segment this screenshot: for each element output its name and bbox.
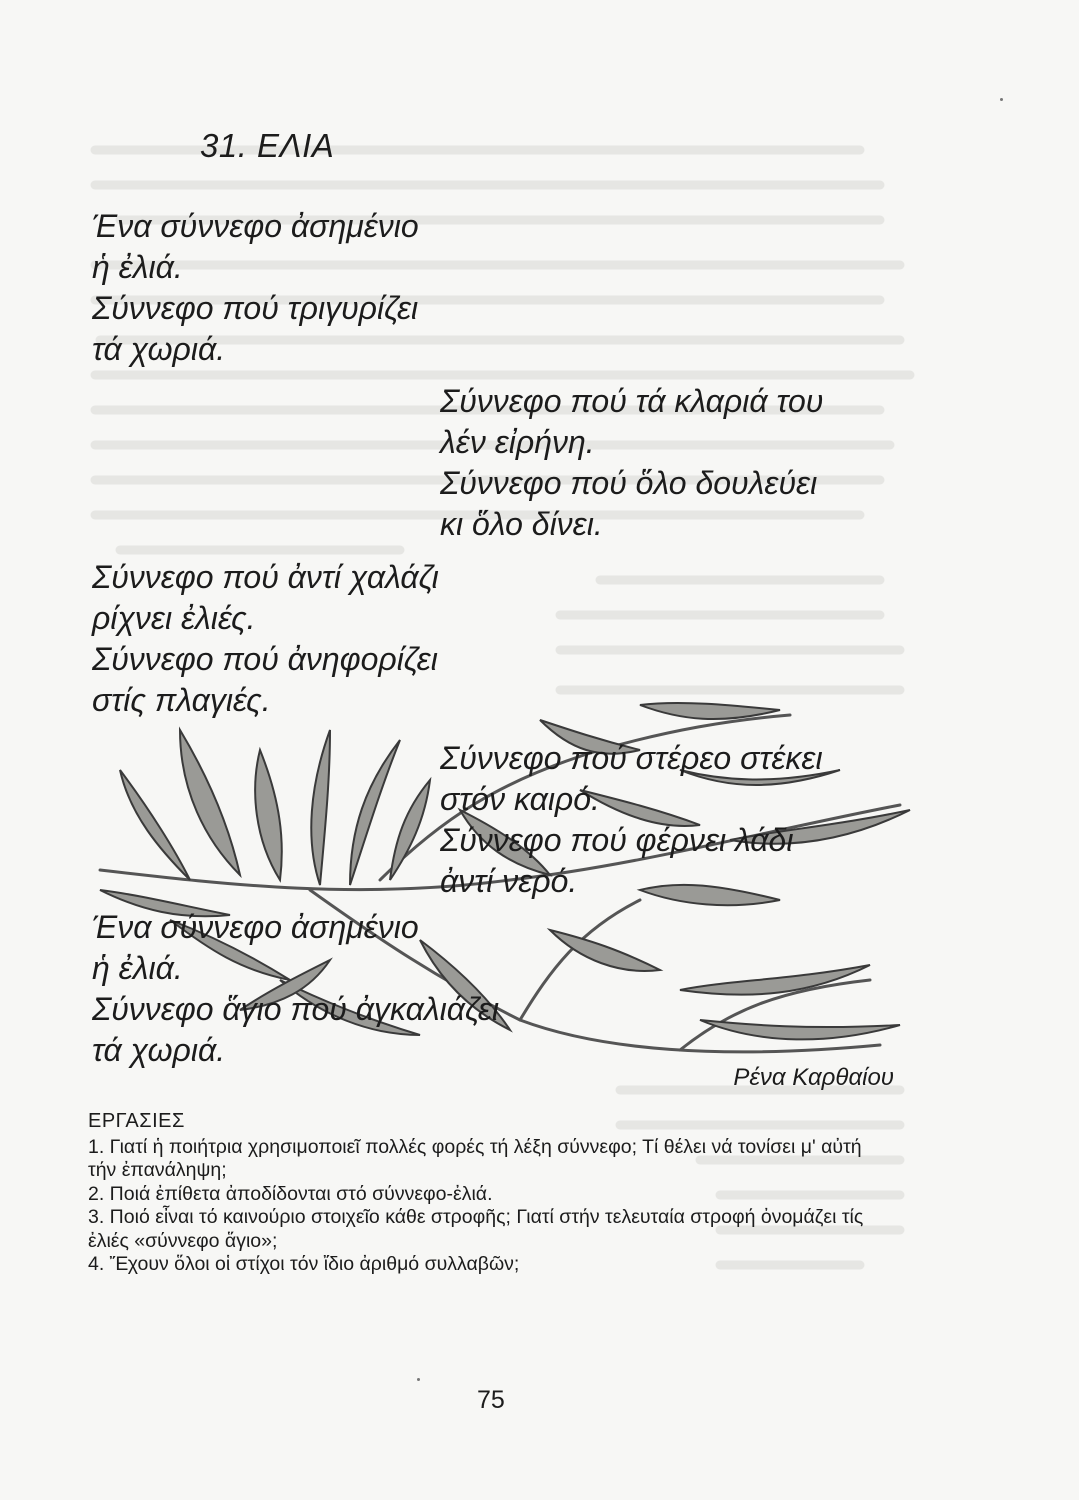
stanza-1 (92, 206, 419, 370)
verse-line: ἡ ἐλιά. (92, 950, 183, 986)
verse-line: Σύννεφο πού τριγυρίζει (92, 290, 419, 326)
exercises-heading: ΕΡΓΑΣΙΕΣ (88, 1110, 185, 1132)
verse-line: Σύννεφο πού ἀντί χαλάζι (92, 559, 439, 595)
verse-line: Σύννεφο πού ἀνηφορίζει (92, 641, 438, 677)
verse-line: Σύννεφο πού φέρνει λάδι (440, 822, 794, 858)
verse-line: Σύννεφο ἅγιο πού ἀγκαλιάζει (92, 991, 499, 1027)
verse-line: Σύννεφο πού στέρεο στέκει (440, 740, 823, 776)
verse-line: κι ὅλο δίνει. (440, 506, 603, 542)
verse-line: Σύννεφο πού ὅλο δουλεύει (440, 465, 818, 501)
verse-line: Ένα σύννεφο ἀσημένιο (92, 208, 419, 244)
exercise-item: 1. Γιατί ἡ ποιήτρια χρησιμοποιεῖ πολλές φορές τή λέξη σύννεφο; Τί θέλει νά τονίσει μ' αὐτή τήν ἐπανάληψη; (88, 1135, 862, 1181)
poem-title: 31. ΕΛΙΑ (200, 127, 335, 164)
page-number: 75 (477, 1386, 505, 1414)
verse-line: λέν εἰρήνη. (440, 424, 595, 460)
speck (1000, 98, 1003, 101)
stanza-3 (92, 557, 439, 721)
verse-line: τά χωριά. (92, 1032, 226, 1068)
verse-line: Ένα σύννεφο ἀσημένιο (92, 909, 419, 945)
verse-line: ἡ ἐλιά. (92, 249, 183, 285)
speck (417, 1378, 420, 1381)
stanza-4 (440, 738, 823, 902)
verse-line: στίς πλαγιές. (92, 682, 271, 718)
verse-line: ἀντί νερό. (440, 863, 578, 899)
verse-line: στόν καιρό. (440, 781, 600, 817)
stanza-2 (440, 381, 823, 545)
exercise-item: 3. Ποιό εἶναι τό καινούριο στοιχεῖο κάθε στροφῆς; Γιατί στήν τελευταία στροφή ὀνομάζει τίς ἐλιές «σύννεφο ἅγιο»; (88, 1206, 864, 1252)
verse-line: τά χωριά. (92, 331, 226, 367)
poem-author: Ρένα Καρθαίου (733, 1064, 894, 1091)
verse-line: Σύννεφο πού τά κλαριά του (440, 383, 824, 419)
exercise-item: 2. Ποιά ἐπίθετα ἀποδίδονται στό σύννεφο-ἐλιά. (88, 1182, 493, 1205)
verse-line: ρίχνει ἐλιές. (92, 600, 256, 636)
exercise-item: 4. Ἔχουν ὅλοι οἱ στίχοι τόν ἴδιο ἀριθμό συλλαβῶν; (88, 1253, 520, 1275)
exercises-section (88, 1110, 888, 1277)
stanza-5 (92, 907, 499, 1071)
